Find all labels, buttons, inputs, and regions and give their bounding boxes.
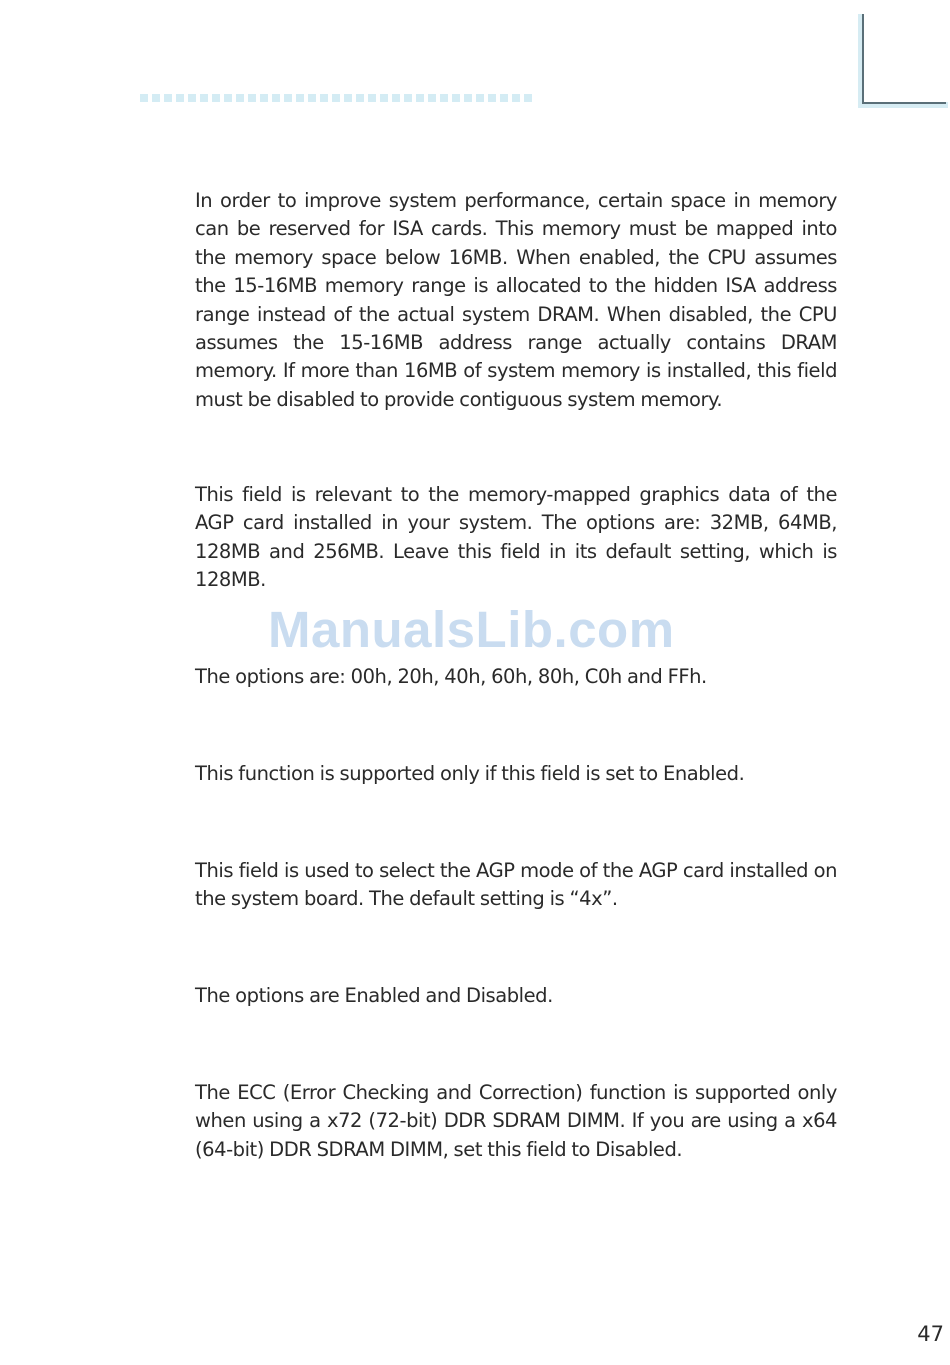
latency-options-paragraph: The options are: 00h, 20h, 40h, 60h, 80h, C0h and FFh. [195,665,707,688]
isa-memory-paragraph: In order to improve system performance, certain space in memory can be reserved for ISA cards. This memory must be mapped into the memory space below 16MB. When enabled, the CPU assumes the 15-16MB memory range is allocated to the hidden ISA address range instead of the actual system DRAM. When disabled, the CPU assumes the 15-16MB address range actually contains DRAM memory. If more than 16MB of system memory is installed, this field must be disabled to provide contiguous system memory. [195,189,837,411]
corner-bracket [862,14,946,104]
page-number: 47 [917,1322,944,1346]
header-dot-rule [140,94,532,102]
agp-mode-paragraph: This field is used to select the AGP mode of the AGP card installed on the system board. The default setting is “4x”. [195,859,837,911]
agp-aperture-paragraph: This field is relevant to the memory-mapped graphics data of the AGP card installed in your system. The options are: 32MB, 64MB, 128MB and 256MB. Leave this field in its default setting, which is 128MB. [195,483,837,592]
enabled-options-paragraph: The options are Enabled and Disabled. [195,984,553,1007]
watermark-logo: ManualsLib.com [268,601,675,658]
ecc-paragraph: The ECC (Error Checking and Correction) function is supported only when using a x72 (72-bit) DDR SDRAM DIMM. If you are using a x64 (64-bit) DDR SDRAM DIMM, set this field to Disabled. [195,1081,837,1161]
function-support-paragraph: This function is supported only if this field is set to Enabled. [195,762,745,785]
